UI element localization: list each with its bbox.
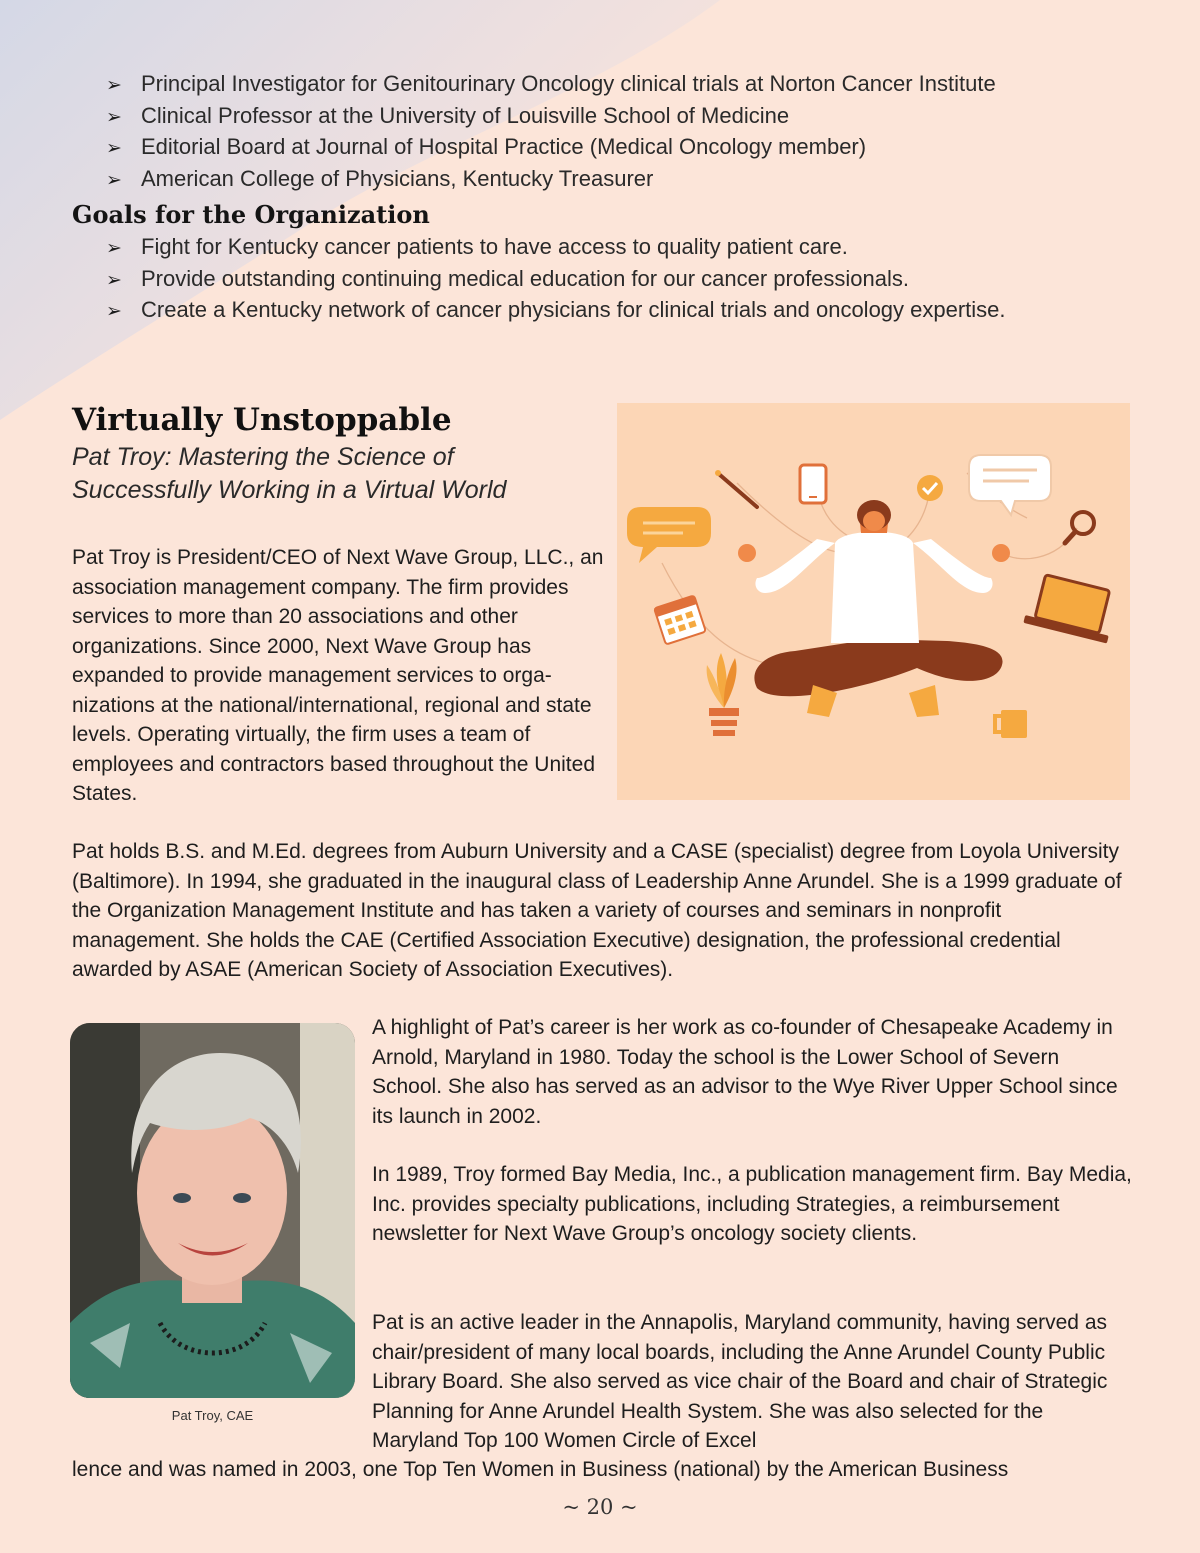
arrow-bullet-icon: ➢ xyxy=(106,300,122,322)
article-subtitle: Pat Troy: Mastering the Science of Successfully Working in a Virtual World xyxy=(72,443,507,504)
list-item: ➢ Provide outstanding continuing medical education for our cancer professionals. xyxy=(106,264,1006,296)
article-paragraph: In 1989, Troy formed Bay Media, Inc., a publication management firm. Bay Media, Inc. provides specialty publications, including Strategies, a reimbursement newsletter for Next Wave Group’s oncology society clients. xyxy=(372,1163,1132,1245)
arrow-bullet-icon: ➢ xyxy=(106,105,122,128)
list-item: ➢ Clinical Professor at the University of Louisville School of Medicine xyxy=(106,101,996,133)
meditating-person xyxy=(738,500,1010,717)
list-item: ➢ American College of Physicians, Kentucky Treasurer xyxy=(106,164,996,196)
article-paragraph-continued: lence and was named in 2003, one Top Ten Women in Business (national) by the American Business xyxy=(72,1458,1009,1481)
goals-heading: Goals for the Organization xyxy=(72,200,430,229)
chat-bubble-right-icon xyxy=(969,455,1051,515)
list-item: ➢ Fight for Kentucky cancer patients to have access to quality patient care. xyxy=(106,232,1006,264)
article-paragraph: Pat Troy is President/CEO of Next Wave Group, LLC., an association management company. The firm provides services to more than 20 associations and other organizations. Since 2000, Next Wave Group has expanded to provide management services to organizations at the national/international, regional and state levels. Operating virtually, the firm uses a team of employees and contractors based throughout the United States. xyxy=(72,546,604,805)
list-item: ➢ Editorial Board at Journal of Hospital Practice (Medical Oncology member) xyxy=(106,132,996,164)
page-number: ~ 20 ~ xyxy=(562,1495,638,1519)
arrow-bullet-icon: ➢ xyxy=(106,168,122,191)
arrow-bullet-icon: ➢ xyxy=(106,137,122,159)
list-item: ➢ Create a Kentucky network of cancer physicians for clinical trials and oncology expertise. xyxy=(106,295,1006,327)
article-paragraph: Pat holds B.S. and M.Ed. degrees from Auburn University and a CASE (specialist) degree from Loyola University (Baltimore). In 1994, she graduated in the inaugural class of Leadership Anne Arundel. She is a 1999 graduate of the Organization Management Institute and has taken a variety of courses and seminars in nonprofit management. She holds the CAE (Certified Association Executive) designation, the professional credential awarded by ASAE (American Society of Association Executives). xyxy=(72,840,1122,981)
portrait-photo xyxy=(70,1023,355,1398)
article-title: Virtually Unstoppable xyxy=(72,402,452,438)
phone-icon xyxy=(800,465,826,503)
arrow-bullet-icon: ➢ xyxy=(106,74,122,96)
goals-list xyxy=(106,232,1006,327)
arrow-bullet-icon: ➢ xyxy=(106,268,122,291)
pencil-icon xyxy=(715,470,757,507)
arrow-bullet-icon: ➢ xyxy=(106,237,122,259)
article-paragraph: Pat is an active leader in the Annapolis, Maryland community, having served as chair/president of many local boards, including the Anne Arundel County Public Library Board. She also served as vice chair of the Board and chair of Strategic Planning for Anne Arundel Health System. She was also selected for the Maryland Top 100 Women Circle of Excel xyxy=(372,1311,1108,1452)
list-item: ➢ Principal Investigator for Genitourinary Oncology clinical trials at Norton Cancer Institute xyxy=(106,69,996,101)
roles-list xyxy=(106,69,996,195)
meditation-illustration xyxy=(617,403,1130,800)
chat-bubble-left-icon xyxy=(627,507,711,563)
calendar-icon xyxy=(654,595,706,644)
checkmark-icon xyxy=(917,475,943,501)
article-paragraph: A highlight of Pat’s career is her work as co-founder of Chesapeake Academy in Arnold, Maryland in 1980. Today the school is the Lower School of Severn School. She also has served as an advisor to the Wye River Upper School since its launch in 2002. xyxy=(372,1016,1118,1128)
magnifier-icon xyxy=(1065,512,1094,543)
photo-caption: Pat Troy, CAE xyxy=(171,1408,254,1423)
laptop-icon xyxy=(1023,572,1119,643)
mug-icon xyxy=(995,710,1027,738)
plant-icon xyxy=(707,653,739,736)
